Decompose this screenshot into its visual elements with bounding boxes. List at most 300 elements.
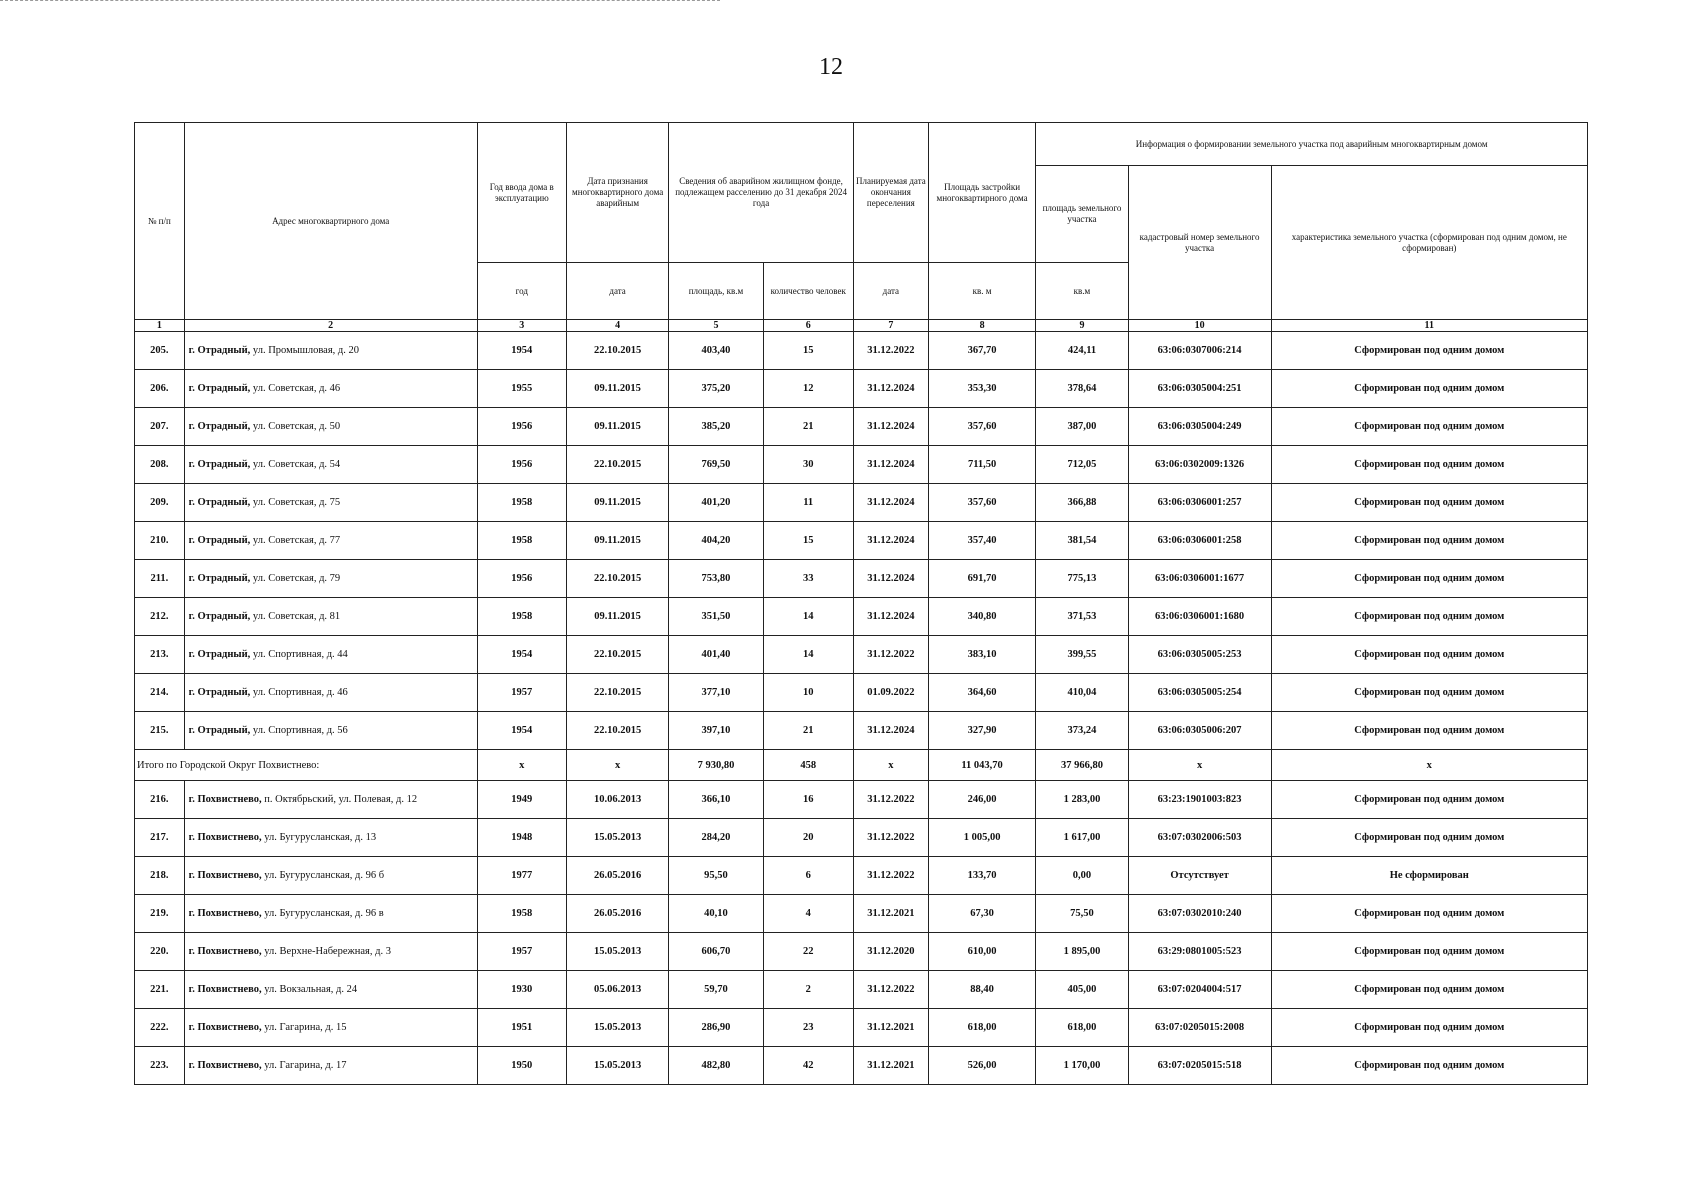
row-planned-date: 31.12.2022 [853,636,928,674]
row-city: г. Отрадный, [188,421,251,432]
row-planned-date: 31.12.2024 [853,560,928,598]
row-year: 1957 [477,933,566,971]
row-year: 1951 [477,1009,566,1047]
row-recognition-date: 09.11.2015 [566,408,668,446]
total-row [135,750,1588,781]
row-number: 221. [135,971,185,1009]
row-area: 95,50 [669,857,763,895]
row-address [184,446,477,484]
row-address [184,674,477,712]
row-number: 209. [135,484,185,522]
row-land-characteristic: Сформирован под одним домом [1271,636,1587,674]
row-street: ул. Советская, д. 81 [252,611,341,622]
row-cadastral-number: 63:06:0305004:251 [1128,370,1271,408]
row-year: 1954 [477,332,566,370]
row-land-characteristic: Сформирован под одним домом [1271,1047,1587,1085]
row-city: г. Похвистнево, [188,908,262,919]
header-land-info: Информация о формировании земельного участка под аварийным многоквартирным домом [1036,123,1588,166]
row-year: 1930 [477,971,566,1009]
row-year: 1956 [477,560,566,598]
row-address [184,857,477,895]
row-land-characteristic: Сформирован под одним домом [1271,408,1587,446]
row-people: 22 [763,933,853,971]
row-people: 2 [763,971,853,1009]
row-number: 214. [135,674,185,712]
row-building-area: 1 005,00 [928,819,1035,857]
header-num: № п/п [135,123,185,320]
total-planned: x [853,750,928,781]
header-land-area: площадь земельного участка [1036,166,1128,263]
row-people: 21 [763,712,853,750]
row-city: г. Отрадный, [188,345,251,356]
row-land-area: 405,00 [1036,971,1128,1009]
header-planned-date: Планируемая дата окончания переселения [853,123,928,263]
row-people: 15 [763,332,853,370]
row-building-area: 133,70 [928,857,1035,895]
row-recognition-date: 09.11.2015 [566,522,668,560]
row-street: ул. Советская, д. 54 [252,459,341,470]
row-address [184,484,477,522]
row-cadastral-number: 63:23:1901003:823 [1128,781,1271,819]
row-year: 1954 [477,636,566,674]
row-land-characteristic: Сформирован под одним домом [1271,1009,1587,1047]
row-address [184,1009,477,1047]
row-planned-date: 31.12.2022 [853,971,928,1009]
row-street: ул. Вокзальная, д. 24 [264,984,358,995]
table-row [135,857,1588,895]
header-building-area: Площадь застройки многоквартирного дома [928,123,1035,263]
row-planned-date: 31.12.2024 [853,712,928,750]
row-city: г. Отрадный, [188,497,251,508]
row-city: г. Похвистнево, [188,984,262,995]
row-number: 205. [135,332,185,370]
total-year: x [477,750,566,781]
row-address [184,933,477,971]
row-land-characteristic: Сформирован под одним домом [1271,781,1587,819]
row-year: 1958 [477,484,566,522]
table-row [135,895,1588,933]
row-people: 14 [763,636,853,674]
row-area: 482,80 [669,1047,763,1085]
column-number: 7 [853,320,928,332]
row-recognition-date: 15.05.2013 [566,933,668,971]
row-people: 20 [763,819,853,857]
row-planned-date: 01.09.2022 [853,674,928,712]
row-planned-date: 31.12.2021 [853,895,928,933]
row-street: ул. Гагарина, д. 15 [264,1022,347,1033]
row-recognition-date: 22.10.2015 [566,332,668,370]
row-street: ул. Промышловая, д. 20 [252,345,360,356]
table-row [135,598,1588,636]
row-recognition-date: 22.10.2015 [566,674,668,712]
row-planned-date: 31.12.2022 [853,332,928,370]
total-building-area: 11 043,70 [928,750,1035,781]
header-housing-fund: Сведения об аварийном жилищном фонде, подлежащем расселению до 31 декабря 2024 года [669,123,854,263]
table-row [135,1009,1588,1047]
row-land-characteristic: Не сформирован [1271,857,1587,895]
unit-people: количество человек [763,263,853,320]
row-building-area: 357,40 [928,522,1035,560]
table-row [135,446,1588,484]
total-cadastral: x [1128,750,1271,781]
row-city: г. Похвистнево, [188,794,262,805]
row-building-area: 88,40 [928,971,1035,1009]
unit-area: площадь, кв.м [669,263,763,320]
row-people: 33 [763,560,853,598]
row-city: г. Отрадный, [188,459,251,470]
page-top-border [0,0,720,1]
header-address: Адрес многоквартирного дома [184,123,477,320]
row-cadastral-number: 63:06:0306001:257 [1128,484,1271,522]
row-year: 1958 [477,522,566,560]
row-cadastral-number: 63:06:0305005:254 [1128,674,1271,712]
row-building-area: 67,30 [928,895,1035,933]
row-area: 59,70 [669,971,763,1009]
row-street: ул. Советская, д. 79 [252,573,341,584]
row-land-area: 1 283,00 [1036,781,1128,819]
row-area: 769,50 [669,446,763,484]
row-address [184,560,477,598]
row-year: 1955 [477,370,566,408]
row-building-area: 711,50 [928,446,1035,484]
table-row [135,819,1588,857]
row-land-characteristic: Сформирован под одним домом [1271,370,1587,408]
row-land-area: 1 617,00 [1036,819,1128,857]
row-year: 1950 [477,1047,566,1085]
row-people: 16 [763,781,853,819]
row-area: 385,20 [669,408,763,446]
row-year: 1956 [477,408,566,446]
row-people: 30 [763,446,853,484]
row-land-area: 373,24 [1036,712,1128,750]
row-recognition-date: 05.06.2013 [566,971,668,1009]
row-number: 223. [135,1047,185,1085]
row-street: ул. Спортивная, д. 44 [252,649,348,660]
row-cadastral-number: Отсутствует [1128,857,1271,895]
row-address [184,819,477,857]
column-number: 6 [763,320,853,332]
table-row [135,560,1588,598]
row-year: 1958 [477,895,566,933]
row-city: г. Похвистнево, [188,870,262,881]
row-year: 1954 [477,712,566,750]
row-street: ул. Советская, д. 75 [252,497,341,508]
row-area: 375,20 [669,370,763,408]
row-planned-date: 31.12.2024 [853,522,928,560]
header-year: Год ввода дома в эксплуатацию [477,123,566,263]
row-people: 11 [763,484,853,522]
row-building-area: 610,00 [928,933,1035,971]
row-city: г. Отрадный, [188,611,251,622]
row-land-area: 371,53 [1036,598,1128,636]
row-city: г. Похвистнево, [188,1022,262,1033]
column-number: 9 [1036,320,1128,332]
row-cadastral-number: 63:06:0306001:1680 [1128,598,1271,636]
table-row [135,781,1588,819]
column-number: 1 [135,320,185,332]
row-area: 753,80 [669,560,763,598]
total-date: x [566,750,668,781]
row-land-area: 381,54 [1036,522,1128,560]
row-street: ул. Бугурусланская, д. 96 в [264,908,384,919]
row-year: 1948 [477,819,566,857]
unit-date: дата [566,263,668,320]
header-date-recognition: Дата признания многоквартирного дома аварийным [566,123,668,263]
row-number: 207. [135,408,185,446]
row-recognition-date: 22.10.2015 [566,712,668,750]
row-year: 1956 [477,446,566,484]
row-cadastral-number: 63:06:0305005:253 [1128,636,1271,674]
row-year: 1958 [477,598,566,636]
row-recognition-date: 26.05.2016 [566,895,668,933]
column-number: 4 [566,320,668,332]
row-planned-date: 31.12.2022 [853,781,928,819]
table-row [135,1047,1588,1085]
column-number: 2 [184,320,477,332]
column-number: 8 [928,320,1035,332]
row-city: г. Отрадный, [188,725,251,736]
row-land-characteristic: Сформирован под одним домом [1271,674,1587,712]
row-cadastral-number: 63:06:0302009:1326 [1128,446,1271,484]
row-recognition-date: 15.05.2013 [566,819,668,857]
unit-building: кв. м [928,263,1035,320]
row-street: ул. Бугурусланская, д. 13 [264,832,377,843]
row-people: 42 [763,1047,853,1085]
row-land-area: 1 170,00 [1036,1047,1128,1085]
row-recognition-date: 22.10.2015 [566,560,668,598]
row-address [184,332,477,370]
row-area: 401,40 [669,636,763,674]
page-number: 12 [819,54,843,80]
row-land-area: 366,88 [1036,484,1128,522]
row-cadastral-number: 63:07:0302006:503 [1128,819,1271,857]
row-year: 1977 [477,857,566,895]
row-address [184,895,477,933]
row-number: 215. [135,712,185,750]
row-number: 216. [135,781,185,819]
row-area: 377,10 [669,674,763,712]
row-area: 606,70 [669,933,763,971]
row-year: 1957 [477,674,566,712]
row-land-characteristic: Сформирован под одним домом [1271,484,1587,522]
row-people: 6 [763,857,853,895]
row-building-area: 367,70 [928,332,1035,370]
row-area: 40,10 [669,895,763,933]
row-land-characteristic: Сформирован под одним домом [1271,446,1587,484]
row-city: г. Отрадный, [188,573,251,584]
table-row [135,408,1588,446]
row-number: 213. [135,636,185,674]
row-land-area: 1 895,00 [1036,933,1128,971]
table-row [135,484,1588,522]
row-recognition-date: 09.11.2015 [566,484,668,522]
row-address [184,1047,477,1085]
row-street: ул. Советская, д. 77 [252,535,341,546]
table-row [135,674,1588,712]
row-people: 10 [763,674,853,712]
row-land-characteristic: Сформирован под одним домом [1271,895,1587,933]
row-planned-date: 31.12.2024 [853,370,928,408]
row-street: ул. Спортивная, д. 56 [252,725,348,736]
row-recognition-date: 15.05.2013 [566,1047,668,1085]
row-number: 206. [135,370,185,408]
row-recognition-date: 09.11.2015 [566,370,668,408]
row-address [184,408,477,446]
row-city: г. Похвистнево, [188,832,262,843]
table-row [135,971,1588,1009]
total-label: Итого по Городской Округ Похвистнево: [135,750,478,781]
row-planned-date: 31.12.2024 [853,446,928,484]
total-people: 458 [763,750,853,781]
row-cadastral-number: 63:06:0306001:258 [1128,522,1271,560]
row-land-area: 75,50 [1036,895,1128,933]
row-building-area: 353,30 [928,370,1035,408]
row-recognition-date: 22.10.2015 [566,636,668,674]
row-cadastral-number: 63:29:0801005:523 [1128,933,1271,971]
row-land-characteristic: Сформирован под одним домом [1271,933,1587,971]
column-number: 3 [477,320,566,332]
row-recognition-date: 09.11.2015 [566,598,668,636]
row-building-area: 526,00 [928,1047,1035,1085]
row-building-area: 246,00 [928,781,1035,819]
row-number: 218. [135,857,185,895]
column-number: 11 [1271,320,1587,332]
row-city: г. Отрадный, [188,535,251,546]
row-address [184,971,477,1009]
row-building-area: 357,60 [928,484,1035,522]
row-building-area: 364,60 [928,674,1035,712]
row-building-area: 340,80 [928,598,1035,636]
row-address [184,712,477,750]
row-street: ул. Советская, д. 50 [252,421,341,432]
row-number: 220. [135,933,185,971]
row-building-area: 618,00 [928,1009,1035,1047]
column-number: 5 [669,320,763,332]
table-row [135,933,1588,971]
row-planned-date: 31.12.2024 [853,598,928,636]
row-address [184,598,477,636]
row-land-characteristic: Сформирован под одним домом [1271,522,1587,560]
unit-planned-date: дата [853,263,928,320]
row-street: ул. Бугурусланская, д. 96 б [264,870,385,881]
row-building-area: 383,10 [928,636,1035,674]
row-street: п. Октябрьский, ул. Полевая, д. 12 [264,794,418,805]
row-area: 351,50 [669,598,763,636]
row-area: 401,20 [669,484,763,522]
row-city: г. Отрадный, [188,383,251,394]
row-city: г. Похвистнево, [188,1060,262,1071]
table-row [135,712,1588,750]
row-land-area: 775,13 [1036,560,1128,598]
row-land-area: 387,00 [1036,408,1128,446]
row-cadastral-number: 63:06:0307006:214 [1128,332,1271,370]
row-number: 211. [135,560,185,598]
row-land-characteristic: Сформирован под одним домом [1271,819,1587,857]
row-address [184,370,477,408]
row-planned-date: 31.12.2020 [853,933,928,971]
column-number-row [135,320,1588,332]
row-area: 404,20 [669,522,763,560]
row-number: 219. [135,895,185,933]
row-people: 14 [763,598,853,636]
row-land-area: 0,00 [1036,857,1128,895]
unit-land: кв.м [1036,263,1128,320]
row-recognition-date: 22.10.2015 [566,446,668,484]
total-land-char: x [1271,750,1587,781]
table-row [135,522,1588,560]
table-row [135,636,1588,674]
row-recognition-date: 10.06.2013 [566,781,668,819]
table-row [135,370,1588,408]
row-street: ул. Гагарина, д. 17 [264,1060,347,1071]
row-cadastral-number: 63:06:0305004:249 [1128,408,1271,446]
table-row [135,332,1588,370]
total-area: 7 930,80 [669,750,763,781]
row-cadastral-number: 63:07:0204004:517 [1128,971,1271,1009]
row-cadastral-number: 63:06:0305006:207 [1128,712,1271,750]
row-area: 397,10 [669,712,763,750]
row-street: ул. Спортивная, д. 46 [252,687,348,698]
row-cadastral-number: 63:07:0302010:240 [1128,895,1271,933]
column-number: 10 [1128,320,1271,332]
row-city: г. Отрадный, [188,687,251,698]
row-area: 286,90 [669,1009,763,1047]
row-planned-date: 31.12.2022 [853,819,928,857]
row-land-area: 424,11 [1036,332,1128,370]
unit-year: год [477,263,566,320]
row-number: 217. [135,819,185,857]
row-address [184,781,477,819]
row-city: г. Отрадный, [188,649,251,660]
total-land-area: 37 966,80 [1036,750,1128,781]
row-street: ул. Верхне-Набережная, д. 3 [264,946,391,957]
row-planned-date: 31.12.2022 [853,857,928,895]
row-planned-date: 31.12.2021 [853,1009,928,1047]
row-area: 284,20 [669,819,763,857]
row-land-area: 712,05 [1036,446,1128,484]
row-planned-date: 31.12.2024 [853,484,928,522]
row-number: 212. [135,598,185,636]
row-people: 4 [763,895,853,933]
row-number: 222. [135,1009,185,1047]
row-number: 210. [135,522,185,560]
row-address [184,522,477,560]
row-planned-date: 31.12.2024 [853,408,928,446]
row-land-characteristic: Сформирован под одним домом [1271,332,1587,370]
row-land-characteristic: Сформирован под одним домом [1271,712,1587,750]
header-land-char: характеристика земельного участка (сформирован под одним домом, не сформирован) [1271,166,1587,320]
row-land-area: 378,64 [1036,370,1128,408]
row-city: г. Похвистнево, [188,946,262,957]
row-recognition-date: 15.05.2013 [566,1009,668,1047]
row-area: 403,40 [669,332,763,370]
row-cadastral-number: 63:07:0205015:2008 [1128,1009,1271,1047]
row-address [184,636,477,674]
row-building-area: 327,90 [928,712,1035,750]
row-people: 23 [763,1009,853,1047]
row-recognition-date: 26.05.2016 [566,857,668,895]
row-land-characteristic: Сформирован под одним домом [1271,971,1587,1009]
row-cadastral-number: 63:06:0306001:1677 [1128,560,1271,598]
row-planned-date: 31.12.2021 [853,1047,928,1085]
row-cadastral-number: 63:07:0205015:518 [1128,1047,1271,1085]
row-number: 208. [135,446,185,484]
row-land-area: 410,04 [1036,674,1128,712]
row-year: 1949 [477,781,566,819]
row-land-characteristic: Сформирован под одним домом [1271,560,1587,598]
row-people: 21 [763,408,853,446]
row-street: ул. Советская, д. 46 [252,383,341,394]
